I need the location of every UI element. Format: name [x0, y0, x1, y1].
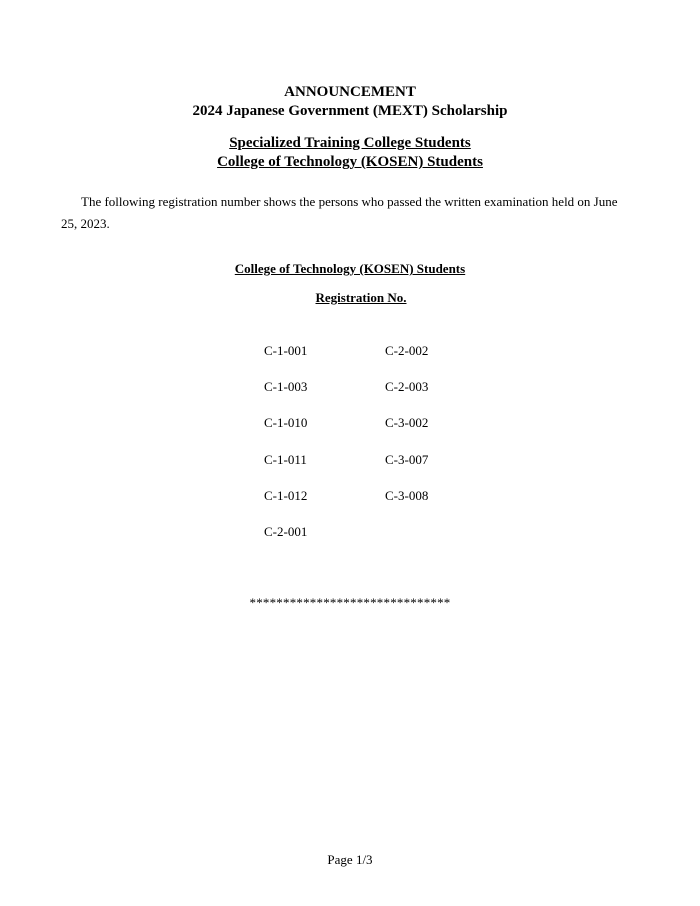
registration-number: C-3-002 — [385, 415, 429, 430]
registration-number: C-1-001 — [264, 343, 308, 358]
subtitle-line-2: College of Technology (KOSEN) Students — [217, 154, 483, 170]
registration-number: C-2-003 — [385, 379, 429, 394]
title-line-1: ANNOUNCEMENT — [284, 84, 416, 100]
registration-number: C-1-011 — [264, 452, 307, 467]
announcement-title — [0, 83, 700, 121]
subtitle-line-1: Specialized Training College Students — [229, 135, 471, 151]
registration-number: C-2-002 — [385, 343, 429, 358]
registration-number: C-1-010 — [264, 415, 308, 430]
page-number: Page 1/3 — [327, 852, 373, 867]
registration-number: C-3-008 — [385, 488, 429, 503]
section-heading: College of Technology (KOSEN) Students — [234, 261, 466, 276]
registration-column-header: Registration No. — [315, 290, 407, 305]
separator-asterisks: ****************************** — [249, 595, 451, 610]
registration-number: C-1-003 — [264, 379, 308, 394]
title-line-2: 2024 Japanese Government (MEXT) Scholarship — [192, 103, 508, 119]
intro-paragraph: The following registration number shows the persons who passed the written examination held on June 25, 2023. — [61, 194, 618, 231]
registration-number: C-3-007 — [385, 452, 429, 467]
registration-number: C-2-001 — [264, 524, 308, 539]
announcement-subtitle — [0, 134, 700, 172]
registration-number: C-1-012 — [264, 488, 308, 503]
